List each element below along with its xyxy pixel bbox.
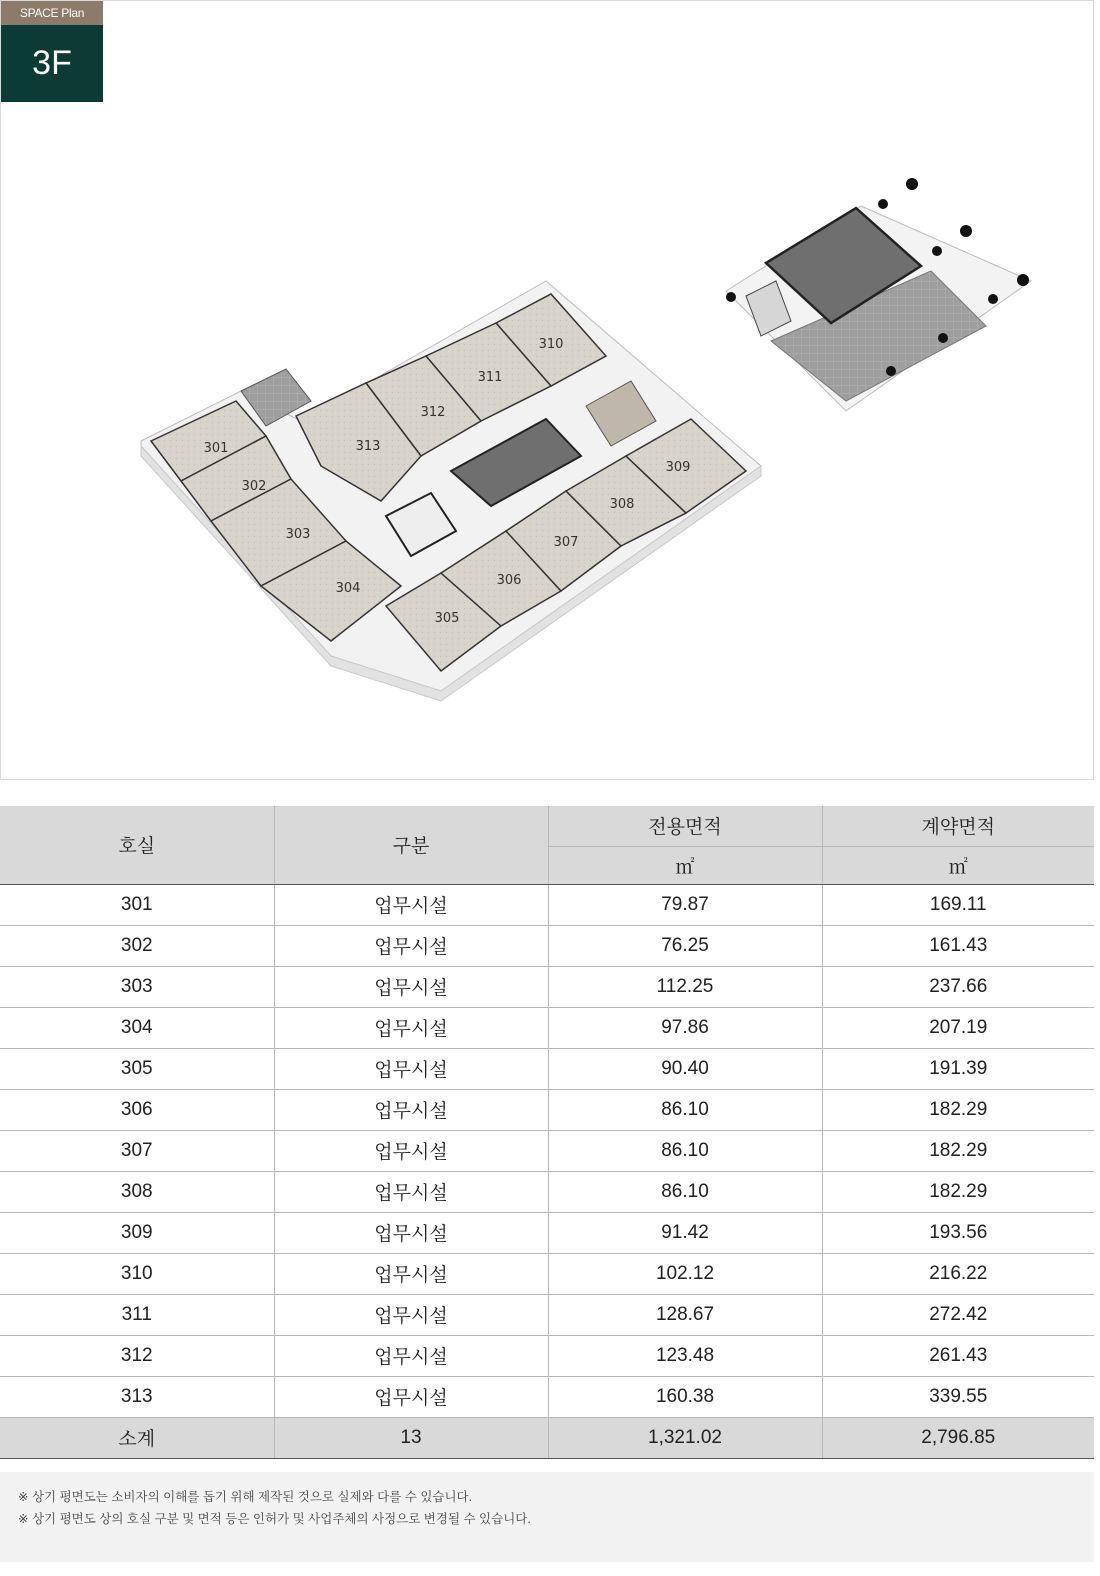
category-cell: 업무시설 — [274, 1007, 548, 1048]
exclusive-cell: 90.40 — [548, 1048, 822, 1089]
table-row — [0, 884, 1094, 925]
table-row — [0, 1007, 1094, 1048]
contract-cell: 193.56 — [822, 1212, 1094, 1253]
table-row — [0, 1048, 1094, 1089]
category-cell: 업무시설 — [274, 925, 548, 966]
exclusive-cell: 91.42 — [548, 1212, 822, 1253]
category-cell: 업무시설 — [274, 1294, 548, 1335]
exclusive-cell: 112.25 — [548, 966, 822, 1007]
total-count: 13 — [274, 1417, 548, 1458]
room-cell: 309 — [0, 1212, 274, 1253]
exclusive-cell: 86.10 — [548, 1130, 822, 1171]
room-cell: 311 — [0, 1294, 274, 1335]
contract-cell: 237.66 — [822, 966, 1094, 1007]
unit-label-303: 303 — [285, 527, 311, 542]
header-category: 구분 — [274, 806, 548, 884]
contract-cell: 339.55 — [822, 1376, 1094, 1417]
disclaimer-note: ※ 상기 평면도는 소비자의 이해를 돕기 위해 제작된 것으로 실제와 다를 수 있습니다. — [18, 1490, 473, 1504]
room-cell: 301 — [0, 884, 274, 925]
room-cell: 312 — [0, 1335, 274, 1376]
unit-label-307: 307 — [553, 535, 579, 550]
unit-label-310: 310 — [538, 337, 564, 352]
room-cell: 313 — [0, 1376, 274, 1417]
exclusive-cell: 79.87 — [548, 884, 822, 925]
exclusive-cell: 86.10 — [548, 1089, 822, 1130]
table-row — [0, 1376, 1094, 1417]
category-cell: 업무시설 — [274, 1130, 548, 1171]
room-cell: 310 — [0, 1253, 274, 1294]
category-cell: 업무시설 — [274, 966, 548, 1007]
table-row — [0, 1212, 1094, 1253]
header-room: 호실 — [0, 806, 274, 884]
table-row — [0, 1089, 1094, 1130]
annex-building — [726, 178, 1031, 411]
category-cell: 업무시설 — [274, 1089, 548, 1130]
contract-cell: 182.29 — [822, 1171, 1094, 1212]
exclusive-cell: 76.25 — [548, 925, 822, 966]
floor-plan-panel — [0, 0, 1094, 780]
room-cell: 305 — [0, 1048, 274, 1089]
unit-label-306: 306 — [496, 573, 522, 588]
unit-label-311: 311 — [477, 370, 503, 385]
exclusive-cell: 160.38 — [548, 1376, 822, 1417]
exclusive-cell: 128.67 — [548, 1294, 822, 1335]
disclaimer-note: ※ 상기 평면도 상의 호실 구분 및 면적 등은 인허가 및 사업주체의 사정으로 변경될 수 있습니다. — [18, 1512, 531, 1526]
table-row — [0, 1171, 1094, 1212]
floor-plan-illustration — [1, 1, 1094, 780]
contract-cell: 207.19 — [822, 1007, 1094, 1048]
space-plan-label: SPACE Plan — [1, 1, 103, 25]
exclusive-cell: 102.12 — [548, 1253, 822, 1294]
unit-contract-area: ㎡ — [822, 846, 1094, 884]
exclusive-cell: 97.86 — [548, 1007, 822, 1048]
category-cell: 업무시설 — [274, 1171, 548, 1212]
header-exclusive-area: 전용면적 — [548, 806, 822, 846]
room-cell: 304 — [0, 1007, 274, 1048]
unit-label-305: 305 — [434, 611, 460, 626]
unit-label-313: 313 — [355, 439, 381, 454]
total-row — [0, 1417, 1094, 1458]
exclusive-cell: 123.48 — [548, 1335, 822, 1376]
contract-cell: 161.43 — [822, 925, 1094, 966]
contract-cell: 272.42 — [822, 1294, 1094, 1335]
category-cell: 업무시설 — [274, 1335, 548, 1376]
category-cell: 업무시설 — [274, 1253, 548, 1294]
room-cell: 306 — [0, 1089, 274, 1130]
table-row — [0, 925, 1094, 966]
exclusive-cell: 86.10 — [548, 1171, 822, 1212]
room-cell: 303 — [0, 966, 274, 1007]
total-exclusive: 1,321.02 — [548, 1417, 822, 1458]
room-cell: 302 — [0, 925, 274, 966]
table-row — [0, 966, 1094, 1007]
room-cell: 307 — [0, 1130, 274, 1171]
contract-cell: 169.11 — [822, 884, 1094, 925]
contract-cell: 182.29 — [822, 1089, 1094, 1130]
category-cell: 업무시설 — [274, 884, 548, 925]
unit-label-304: 304 — [335, 581, 361, 596]
table-row — [0, 1294, 1094, 1335]
unit-label-302: 302 — [241, 479, 267, 494]
contract-cell: 261.43 — [822, 1335, 1094, 1376]
main-building — [141, 281, 761, 701]
category-cell: 업무시설 — [274, 1212, 548, 1253]
header-contract-area: 계약면적 — [822, 806, 1094, 846]
unit-label-309: 309 — [665, 460, 691, 475]
table-row — [0, 1335, 1094, 1376]
total-label: 소계 — [0, 1417, 274, 1458]
area-table — [0, 806, 1094, 1459]
unit-label-312: 312 — [420, 405, 446, 420]
room-cell: 308 — [0, 1171, 274, 1212]
category-cell: 업무시설 — [274, 1048, 548, 1089]
unit-exclusive-area: ㎡ — [548, 846, 822, 884]
floor-number: 3F — [1, 25, 103, 102]
contract-cell: 191.39 — [822, 1048, 1094, 1089]
contract-cell: 182.29 — [822, 1130, 1094, 1171]
unit-label-301: 301 — [203, 441, 229, 456]
contract-cell: 216.22 — [822, 1253, 1094, 1294]
disclaimer-notes — [0, 1472, 1094, 1562]
table-row — [0, 1253, 1094, 1294]
unit-label-308: 308 — [609, 497, 635, 512]
total-contract: 2,796.85 — [822, 1417, 1094, 1458]
category-cell: 업무시설 — [274, 1376, 548, 1417]
table-row — [0, 1130, 1094, 1171]
